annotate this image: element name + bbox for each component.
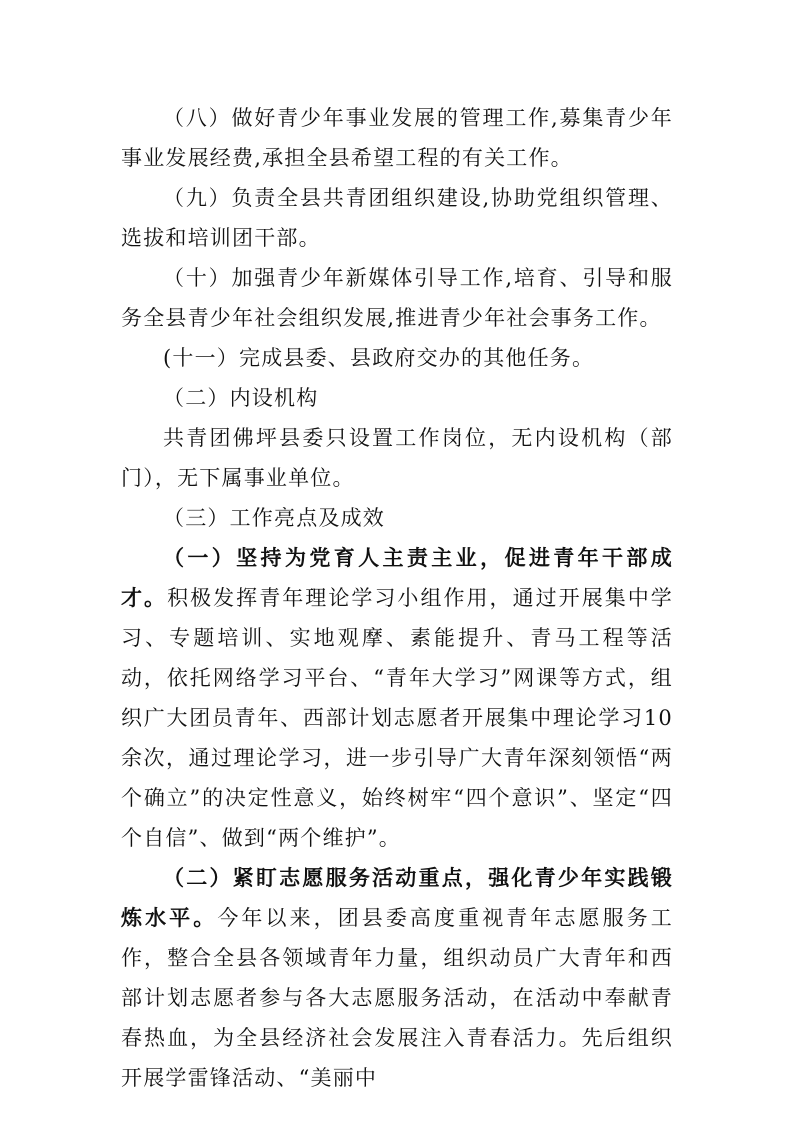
highlight-1-body: 积极发挥青年理论学习小组作用，通过开展集中学习、专题培训、实地观摩、素能提升、青马工程等活动，依托网络学习平台、“青年大学习”网课等方式，组织广大团员青年、西部计划志愿者开展集中理论学习10余次，通过理论学习，进一步引导广大青年深刻领悟“两个确立”的决定性意义，始终树牢“四个意识”、坚定“四个自信”、做到“两个维护”。 (121, 586, 673, 850)
highlight-2-body: 今年以来，团县委高度重视青年志愿服务工作，整合全县各领域青年力量，组织动员广大青年和西部计划志愿者参与各大志愿服务活动，在活动中奉献青春热血，为全县经济社会发展注入青春活力。先后组织开展学雷锋活动、“美丽中 (121, 906, 673, 1090)
paragraph-item-9: （九）负责全县共青团组织建设,协助党组织管理、选拔和培训团干部。 (121, 186, 673, 250)
section-heading-highlights: （三）工作亮点及成效 (163, 506, 385, 530)
section-heading-internal-structure: （二）内设机构 (163, 386, 319, 410)
highlight-2-lead: （二）紧盯志愿服务活动重点，强化青少年实践锻炼水平。 (121, 865, 673, 930)
paragraph-internal-structure: 共青团佛坪县委只设置工作岗位，无内设机构（部门），无下属事业单位。 (121, 426, 673, 490)
paragraph-item-8: （八）做好青少年事业发展的管理工作,募集青少年事业发展经费,承担全县希望工程的有关工作。 (121, 106, 673, 170)
highlight-1-lead: （一）坚持为党育人主责主业，促进青年干部成才。 (121, 545, 673, 610)
paragraph-highlight-2 (121, 858, 673, 1098)
paragraph-highlight-1 (121, 538, 673, 858)
document-body (121, 98, 673, 1098)
paragraph-item-11: (十一）完成县委、县政府交办的其他任务。 (163, 346, 595, 370)
paragraph-item-10: （十）加强青少年新媒体引导工作,培育、引导和服务全县青少年社会组织发展,推进青少年社会事务工作。 (121, 266, 673, 330)
